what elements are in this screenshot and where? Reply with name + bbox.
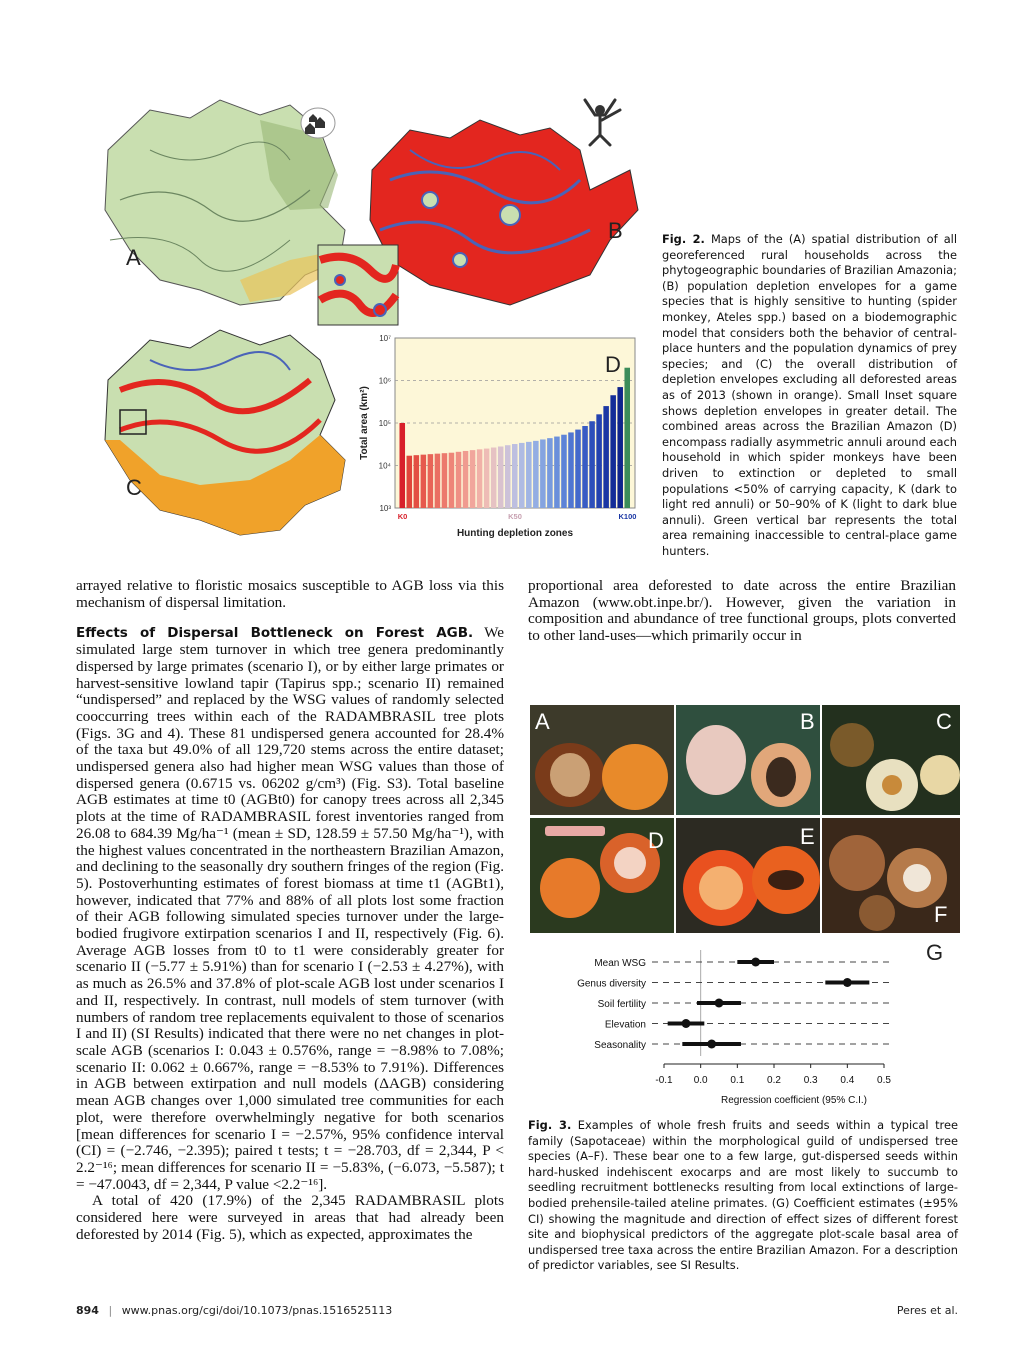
bar [414,455,420,508]
predictor-label: Seasonality [594,1040,646,1051]
spider-monkey-icon [585,100,620,145]
right-paragraph-1: proportional area deforested to date across the entire Brazilian Amazon (www.obt.inpe.br/). However, given the variation in composition and abundance of tree functional groups, plots converted to other land-uses—which primarily occur in [528,577,956,645]
doi-link[interactable]: www.pnas.org/cgi/doi/10.1073/pnas.1516525113 [121,1304,393,1317]
figure-2-caption [662,232,957,559]
x-axis-title: Hunting depletion zones [456,528,574,539]
bar [435,454,441,508]
section-heading: Effects of Dispersal Bottleneck on Forest AGB. [76,625,474,642]
y-tick-label: 10³ [379,504,391,513]
y-tick-label: 10⁴ [378,461,391,471]
estimate-point [707,1040,716,1049]
y-tick-label: 10⁷ [379,334,391,343]
photo-label-e: E [800,824,815,849]
bar [540,439,546,508]
photo-b [676,705,820,815]
bar [554,437,560,508]
x-tick-label: 0.4 [840,1075,855,1086]
x-tick-label: 0.3 [803,1075,818,1086]
bar [442,453,448,508]
photo-label-b: B [800,709,815,734]
bar [533,441,539,508]
photo-label-c: C [936,709,952,734]
bar [407,456,413,508]
map-c [105,330,345,535]
bar [624,368,630,508]
paragraph-2-text: We simulated large stem turnover in which tree genera predominantly dispersed by large primates (scenario I), or by either large primates or harvest-sensitive lowland tapir (Tapirus spp.; scenario II) remained “undispersed” and replaced by the WSG values of randomly selected cooccurring trees within each of the RADAMBRASIL tree plots (Figs. 3G and 4). These 81 undispersed genera accounted for 28.4% of the taxa but 49.0% of all 129,720 stems across the entire dataset; undispersed genera also had higher mean WSG values than those of dispersed genera (0.6715 vs. 06202 g/cm³) (Fig. S3). Total baseline AGB estimates at time t0 (AGBt0) for canopy trees across all 2,345 plots at the time of RADAMBRASIL forest inventories ranged from 26.08 to 684.39 Mg/ha⁻¹ (mean ± SD, 128.59 ± 57.50 Mg/ha⁻¹), with the highest values concentrated in the northeastern Brazilian Amazon, and declining to the seasonally dry southern fringes of the region (Fig. 5). Postoverhunting estimates of forest biomass at time t1 (AGBt1), however, indicated that 77% and 88% of all plots lost some fraction of their AGB following simulated species turnover under the large-bodied frugivore extirpation scenarios I and II, respectively (Fig. 6). Average AGB losses from t0 to t1 were considerably greater for scenario II (−5.77 ± 5.91%) than for scenario I (−2.53 ± 4.27%), with as much as 26.5% and 37.8% of plot-scale AGB lost under scenarios I and II, respectively. In contrast, null models of stem turnover (with numbers of random tree replacements equivalent to those of scenarios I and II) (SI Results) indicated that there were no net changes in plot-scale AGB (scenarios I: 0.043 ± 0.576%, range = −8.98% to 7.08%; scenario II: 0.062 ± 0.667%, range = −8.53% to 7.91%). Differences in AGB between extirpation and null models (ΔAGB) considering mean AGB changes over 1,000 simulated tree communities for each plot, were therefore overwhelmingly negative for both scenarios [mean differences for scenario I = −2.57%, 95% confidence interval (CI) = (−2.746, −2.395); paired t tests; t = −28.703, df = 2,344, P < 2.2⁻¹⁶; mean differences for scenario II = −5.83%, (−6.073, −5.587); t = −47.0043, df = 2,344, P value <2.2⁻¹⁶]. [76,624,505,1193]
bar [575,430,581,508]
panel-label-a: A [126,245,141,270]
estimate-point [715,999,724,1008]
estimate-point [682,1019,691,1028]
panel-d-chart [355,330,645,545]
panel-g-forest-plot [560,938,960,1110]
page-number: 894 [76,1304,99,1317]
photo-a [530,705,674,815]
paragraph-2 [76,625,504,1193]
x-axis-title: Regression coefficient (95% C.I.) [721,1095,867,1106]
y-tick-label: 10⁶ [378,376,391,386]
photo-label-d: D [648,828,664,853]
x-tick-label: 0.1 [730,1075,745,1086]
photo-label-a: A [535,709,550,734]
bar [477,449,483,508]
bar [547,438,553,508]
bar [428,454,434,508]
bar [449,453,455,508]
y-axis-title: Total area (km²) [359,386,370,460]
bar [610,395,616,508]
inset-square [318,245,398,325]
predictor-label: Genus diversity [577,978,646,990]
right-column [528,578,956,645]
bar [498,446,504,508]
panel-label-b: B [608,218,623,243]
figure-3-photos [530,705,960,933]
y-tick-label: 10⁵ [378,419,391,428]
left-column [76,578,504,1243]
footer-authors: Peres et al. [896,1304,958,1317]
bar [456,452,462,508]
x-tick-label: K50 [508,512,522,521]
forest-plot-svg [560,938,960,1110]
predictor-label: Mean WSG [594,958,646,969]
photo-d [530,818,674,933]
figure-3-caption [528,1118,958,1274]
footer [76,1304,958,1322]
x-tick-label: K100 [618,512,637,521]
bar [603,406,609,508]
figure-2-caption-title: Fig. 2. [662,232,705,246]
footer-separator: | [108,1304,113,1317]
panel-label-c: C [126,475,142,500]
bar [512,444,518,508]
house-icon [301,108,335,138]
x-tick-label: K0 [397,512,408,521]
bar-chart-svg [355,330,645,545]
figure-2-caption-text: Maps of the (A) spatial distribution of all georeferenced rural households across the phytogeographic boundaries of Brazilian Amazonia; (B) population depletion envelopes for a game species that is highly sensitive to hunting (spider monkey, Ateles spp.) based on a biodemographic model that considers both the behavior of central-place hunters and the population dynamics of prey species; and (C) the overall distribution of depletion envelopes excluding all deforested areas as of 2013 (shown in orange). Small Inset square shows depletion envelopes in greater detail. The combined areas across the Brazilian Amazon (D) encompass radially asymmetric annuli around each household in which spider monkeys have been driven to extinction or depleted to small populations <50% of carrying capacity, K (dark to light red annuli) or 50–90% of K (light to dark blue annuli). Green vertical bar represents the total area remaining inaccessible to central-place game hunters. [662,232,958,558]
bar [505,445,511,508]
bar [484,449,490,508]
photo-label-f: F [934,902,948,927]
paragraph-1: arrayed relative to floristic mosaics susceptible to AGB loss via this mechanism of dispersal limitation. [76,577,504,611]
x-tick-label: 0.2 [767,1075,781,1086]
panel-label-d: D [605,352,621,377]
figure-3-caption-title: Fig. 3. [528,1118,572,1132]
bar [582,426,588,508]
photo-c [822,705,960,815]
bar [617,387,623,508]
bar [470,450,476,508]
estimate-point [843,978,852,987]
bar [561,435,567,508]
x-tick-label: -0.1 [655,1075,673,1086]
bar [491,448,497,508]
bar [400,423,406,508]
figure-3-caption-text: Examples of whole fresh fruits and seeds within a typical tree family (Sapotaceae) within the morphological guild of undispersed tree species (A–F). These bear one to a few large, gut-dispersed seeds within hard-husked indehiscent exocarps and are most likely to succumb to seedling recruitment bottlenecks resulting from local extinctions of large-bodied prehensile-tailed ateline primates. (G) Coefficient estimates (±95% CI) showing the magnitude and direction of effect sizes of different forest site and biophysical predictors of the aggregate plot-scale basal area of undispersed tree taxa across the entire Brazilian Amazon. For a description of predictor variables, see SI Results. [528,1118,958,1273]
bar [589,421,595,508]
x-tick-label: 0.0 [693,1075,708,1086]
estimate-point [751,958,760,967]
bar [519,443,525,508]
bar [421,455,427,508]
predictor-label: Elevation [604,1019,646,1031]
bar [463,451,469,508]
predictor-label: Soil fertility [597,999,646,1010]
bar [568,432,574,508]
panel-label-g: G [926,940,944,965]
bar [596,414,602,508]
photo-e [676,818,820,933]
bar [526,442,532,508]
x-tick-label: 0.5 [877,1075,891,1086]
paragraph-3: A total of 420 (17.9%) of the 2,345 RADAMBRASIL plots considered here were surveyed in areas that had already been deforested by 2014 (Fig. 5), which as expected, approximates the [76,1192,504,1243]
photo-f [822,818,960,933]
map-b [370,120,638,305]
